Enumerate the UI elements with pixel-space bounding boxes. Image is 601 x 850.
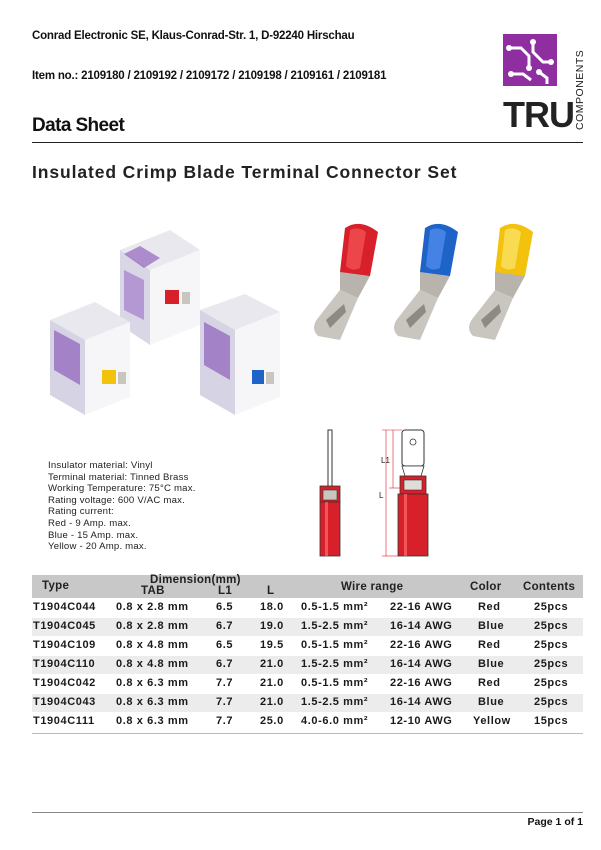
cell-l: 25.0 xyxy=(260,715,284,727)
th-l1: L1 xyxy=(218,585,233,597)
cell-color: Blue xyxy=(478,620,505,632)
spec-line: Rating current: xyxy=(48,506,114,518)
spec-line: Rating voltage: 600 V/AC max. xyxy=(48,494,185,506)
terminal-side-view xyxy=(320,430,340,556)
package-photos xyxy=(40,210,290,440)
cell-wire-awg: 12-10 AWG xyxy=(390,715,453,727)
cell-type: T1904C042 xyxy=(33,677,96,689)
spec-line: Terminal material: Tinned Brass xyxy=(48,471,189,483)
package-yellow xyxy=(50,302,130,415)
cell-l: 21.0 xyxy=(260,696,284,708)
cell-type: T1904C045 xyxy=(33,620,96,632)
cell-wire-mm2: 1.5-2.5 mm² xyxy=(301,696,369,708)
table-header xyxy=(32,575,583,598)
cell-l1: 6.7 xyxy=(216,620,234,632)
cell-contents: 25pcs xyxy=(534,620,569,632)
table-row xyxy=(32,656,583,674)
cell-tab: 0.8 x 6.3 mm xyxy=(116,715,189,727)
cell-color: Blue xyxy=(478,658,505,670)
item-numbers xyxy=(32,70,386,82)
cell-wire-awg: 16-14 AWG xyxy=(390,620,453,632)
header-divider xyxy=(32,142,583,143)
cell-type: T1904C043 xyxy=(33,696,96,708)
cell-l: 21.0 xyxy=(260,677,284,689)
cell-type: T1904C111 xyxy=(33,715,95,727)
table-row xyxy=(32,599,583,617)
th-l: L xyxy=(267,585,275,597)
terminal-red xyxy=(314,224,378,340)
cell-wire-awg: 22-16 AWG xyxy=(390,601,453,613)
terminal-photos xyxy=(300,218,555,348)
cell-contents: 25pcs xyxy=(534,601,569,613)
cell-wire-mm2: 0.5-1.5 mm² xyxy=(301,601,369,613)
cell-wire-awg: 16-14 AWG xyxy=(390,658,453,670)
cell-wire-awg: 16-14 AWG xyxy=(390,696,453,708)
cell-tab: 0.8 x 2.8 mm xyxy=(116,601,189,613)
cell-l: 21.0 xyxy=(260,658,284,670)
table-row xyxy=(32,694,583,712)
cell-type: T1904C109 xyxy=(33,639,96,651)
cell-contents: 25pcs xyxy=(534,658,569,670)
th-tab: TAB xyxy=(141,585,165,597)
cell-l1: 6.7 xyxy=(216,658,234,670)
cell-color: Red xyxy=(478,677,501,689)
th-contents: Contents xyxy=(523,581,576,593)
terminal-yellow xyxy=(469,224,533,340)
logo-word: TRU xyxy=(503,94,574,130)
logo-sub: COMPONENTS xyxy=(574,49,586,130)
cell-color: Red xyxy=(478,601,501,613)
cell-contents: 25pcs xyxy=(534,696,569,708)
cell-tab: 0.8 x 4.8 mm xyxy=(116,658,189,670)
dim-label-l1: L1 xyxy=(381,456,390,465)
th-wire-range: Wire range xyxy=(341,581,404,593)
cell-wire-awg: 22-16 AWG xyxy=(390,677,453,689)
cell-l: 19.5 xyxy=(260,639,284,651)
cell-tab: 0.8 x 6.3 mm xyxy=(116,677,189,689)
spec-line: Blue - 15 Amp. max. xyxy=(48,529,139,541)
th-dimension: Dimension(mm) xyxy=(150,574,241,586)
cell-color: Red xyxy=(478,639,501,651)
cell-wire-mm2: 0.5-1.5 mm² xyxy=(301,677,369,689)
table-bottom-rule xyxy=(32,733,583,734)
cell-l1: 6.5 xyxy=(216,639,234,651)
terminal-front-view xyxy=(398,430,428,556)
package-red xyxy=(120,230,200,345)
cell-color: Yellow xyxy=(473,715,511,727)
table-row xyxy=(32,713,583,731)
table-row xyxy=(32,675,583,693)
cell-wire-awg: 22-16 AWG xyxy=(390,639,453,651)
cell-contents: 25pcs xyxy=(534,639,569,651)
cell-tab: 0.8 x 6.3 mm xyxy=(116,696,189,708)
terminal-blue xyxy=(394,224,458,340)
cell-l: 18.0 xyxy=(260,601,284,613)
cell-wire-mm2: 1.5-2.5 mm² xyxy=(301,658,369,670)
dim-label-l: L xyxy=(379,491,384,500)
th-color: Color xyxy=(470,581,502,593)
cell-l: 19.0 xyxy=(260,620,284,632)
technical-drawing xyxy=(310,428,450,560)
table-row xyxy=(32,618,583,636)
package-blue xyxy=(200,294,280,415)
cell-type: T1904C044 xyxy=(33,601,96,613)
footer-divider xyxy=(32,812,583,813)
cell-wire-mm2: 4.0-6.0 mm² xyxy=(301,715,369,727)
cell-l1: 7.7 xyxy=(216,677,234,689)
item-list: 2109180 / 2109192 / 2109172 / 2109198 / 2109161 / 2109181 xyxy=(81,70,387,82)
table-row xyxy=(32,637,583,655)
doc-type-heading: Data Sheet xyxy=(32,115,125,136)
cell-type: T1904C110 xyxy=(33,658,96,670)
item-label: Item no.: xyxy=(32,70,79,82)
cell-tab: 0.8 x 2.8 mm xyxy=(116,620,189,632)
spec-line: Insulator material: Vinyl xyxy=(48,460,153,471)
page-number: Page 1 of 1 xyxy=(527,816,583,828)
cell-tab: 0.8 x 4.8 mm xyxy=(116,639,189,651)
cell-wire-mm2: 0.5-1.5 mm² xyxy=(301,639,369,651)
spec-line: Working Temperature: 75°C max. xyxy=(48,483,196,495)
spec-list xyxy=(48,460,196,553)
company-address: Conrad Electronic SE, Klaus-Conrad-Str. 1, D-92240 Hirschau xyxy=(32,30,355,42)
cell-color: Blue xyxy=(478,696,505,708)
cell-contents: 15pcs xyxy=(534,715,569,727)
th-type: Type xyxy=(42,580,70,592)
cell-l1: 6.5 xyxy=(216,601,234,613)
cell-l1: 7.7 xyxy=(216,696,234,708)
spec-line: Yellow - 20 Amp. max. xyxy=(48,541,147,553)
cell-contents: 25pcs xyxy=(534,677,569,689)
cell-l1: 7.7 xyxy=(216,715,234,727)
product-title: Insulated Crimp Blade Terminal Connector Set xyxy=(32,162,458,182)
cell-wire-mm2: 1.5-2.5 mm² xyxy=(301,620,369,632)
spec-line: Red - 9 Amp. max. xyxy=(48,517,131,529)
tru-components-logo xyxy=(503,34,587,130)
